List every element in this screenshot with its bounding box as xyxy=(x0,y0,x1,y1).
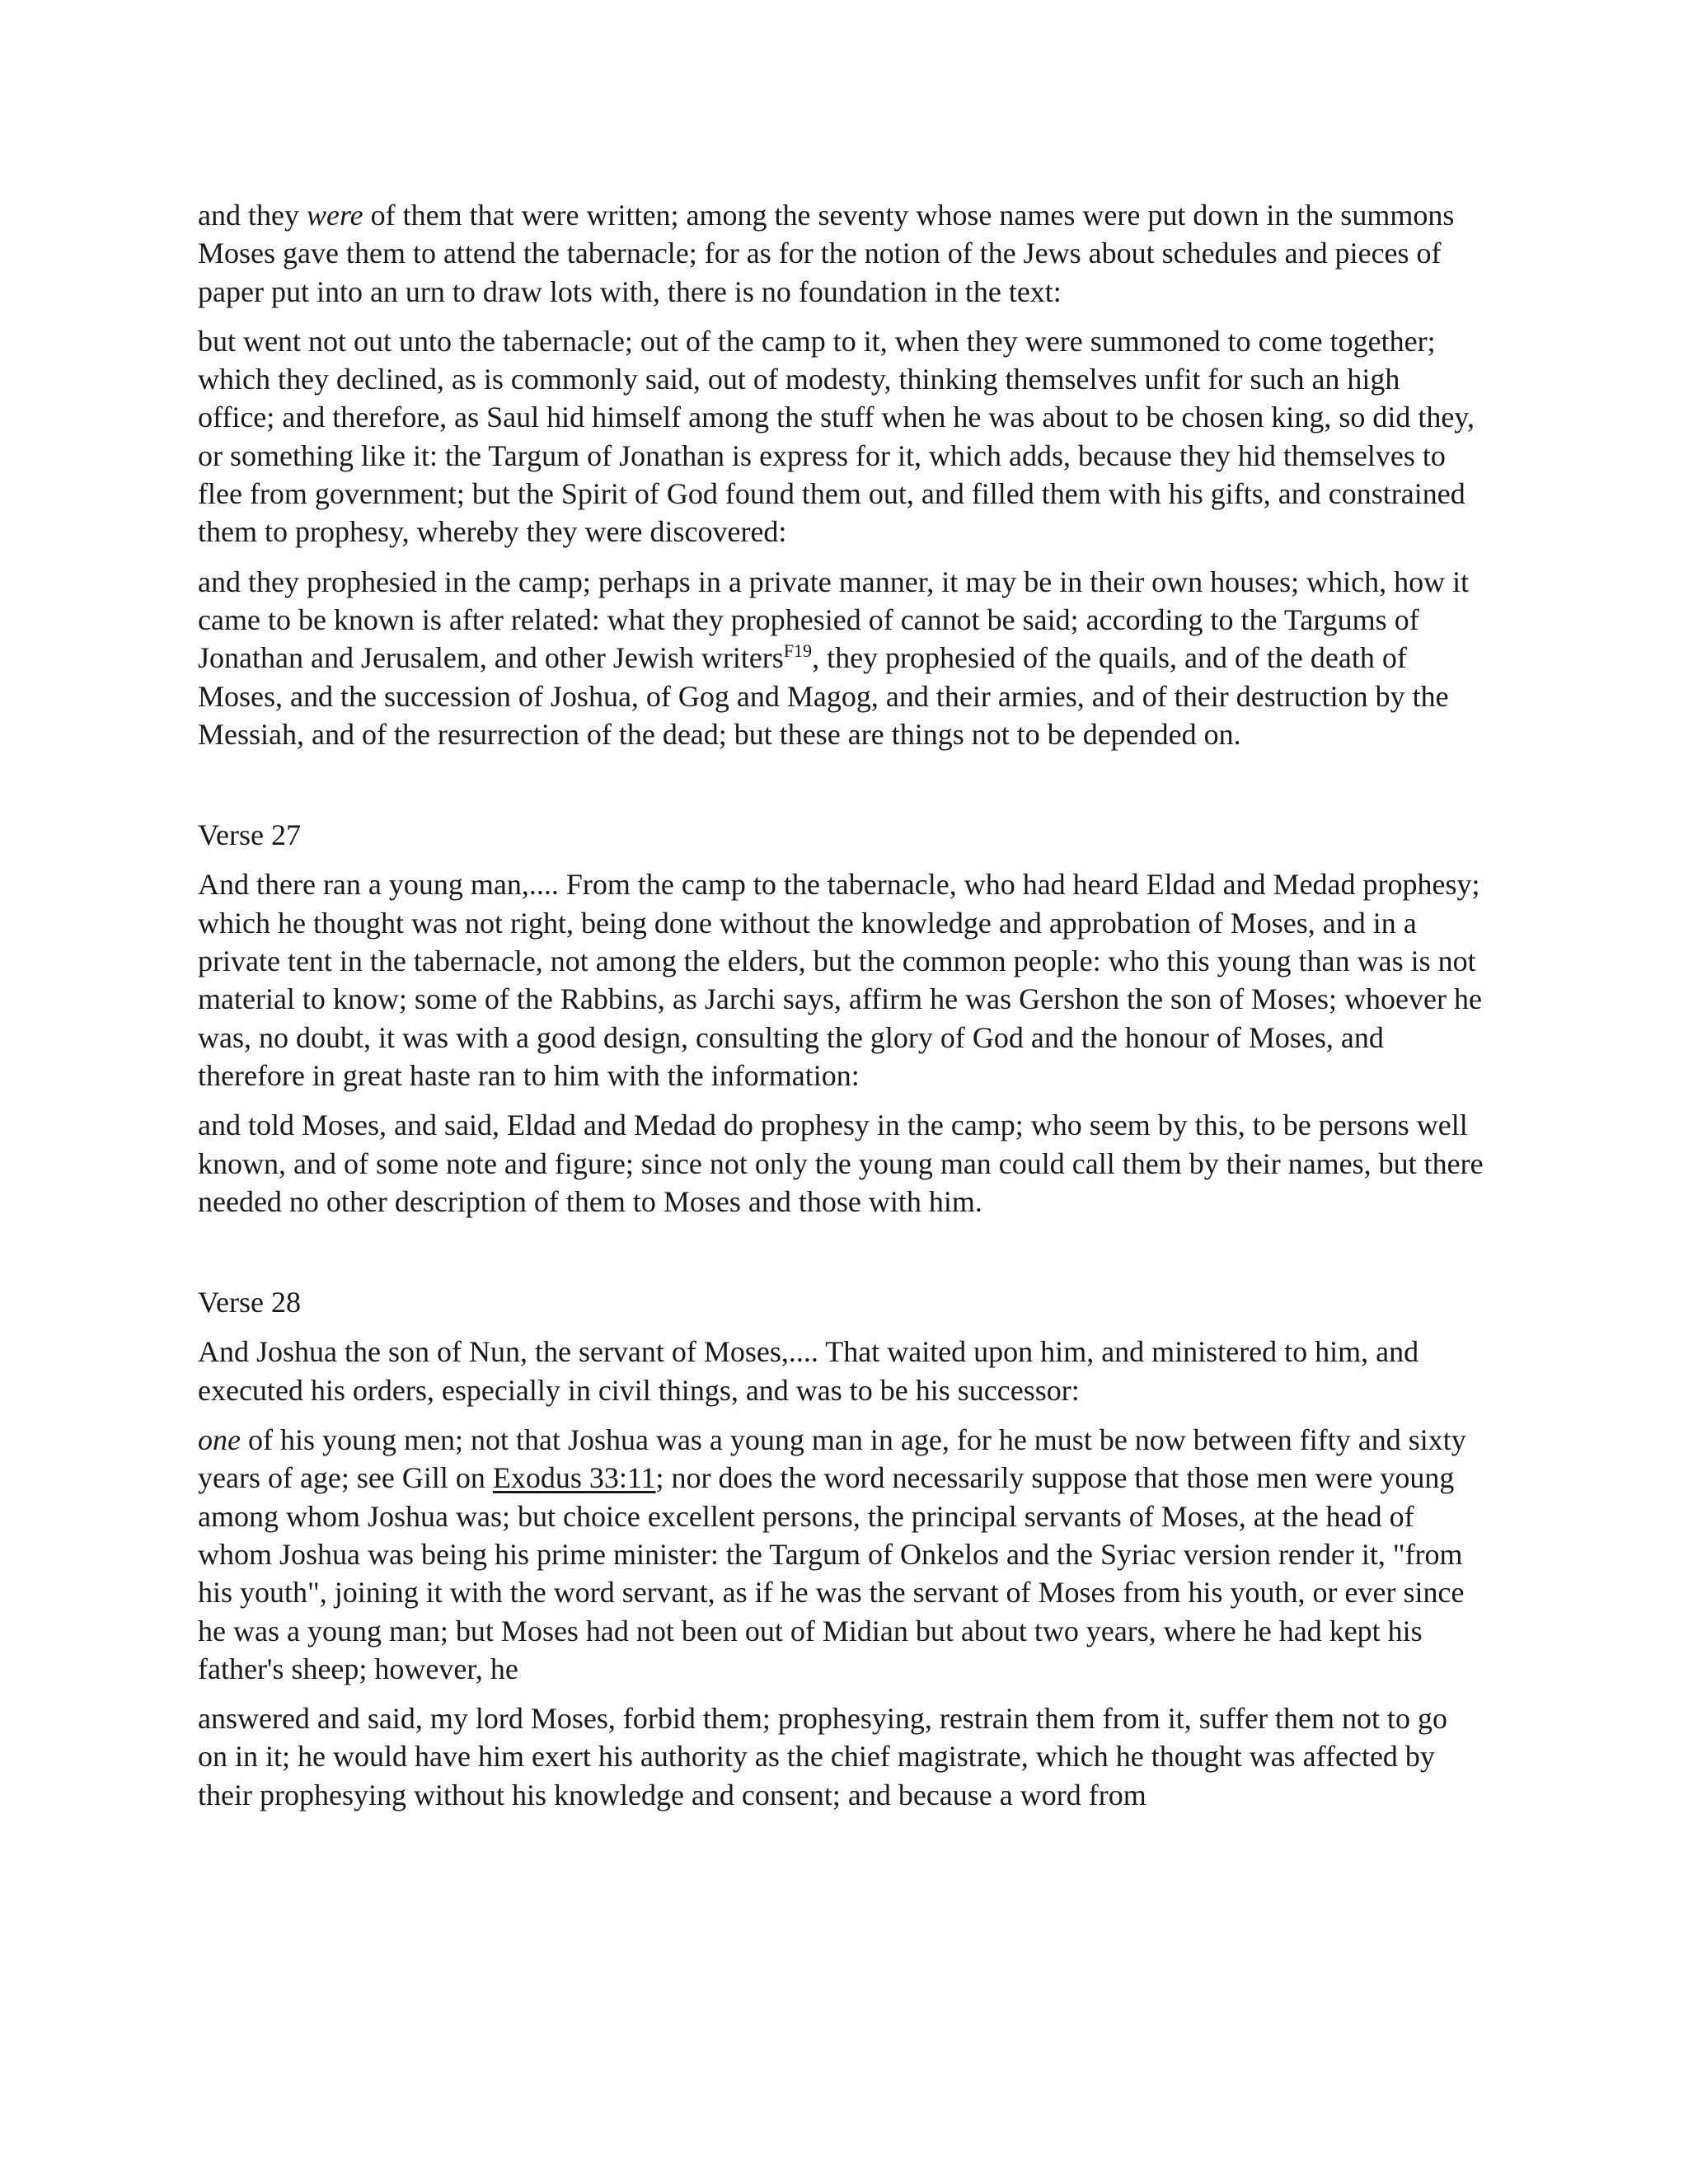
paragraph-answered-and-said: answered and said, my lord Moses, forbid them; prophesying, restrain them from it, suffer them not to go on in it; he would have him exert his authority as the chief magistrate, which he thought was affected by their prophesying without his knowledge and consent; and because a word from xyxy=(198,1702,1448,1811)
text-segment: of them that were written; among the seventy whose names were put down in the summons Moses gave them to attend the tabernacle; for as for the notion of the Jews about schedules and pieces of paper put into an urn to draw lots with, there is no foundation in the text: xyxy=(198,199,1455,308)
paragraph-one-of-his-young-men xyxy=(198,1421,1484,1688)
footnote-marker[interactable]: F19 xyxy=(783,640,813,662)
italic-word: one xyxy=(198,1423,241,1457)
paragraph-young-man-ran: And there ran a young man,.... From the camp to the tabernacle, who had heard Eldad and Medad prophesy; which he thought was not right, being done without the knowledge and approbation of Moses, and in a private tent in the tabernacle, not among the elders, but the common people: who this young than was is not material to know; some of the Rabbins, as Jarchi says, affirm he was Gershon the son of Moses; whoever he was, no doubt, it was with a good design, consulting the glory of God and the honour of Moses, and therefore in great haste ran to him with the information: xyxy=(198,868,1482,1092)
text-segment: and they xyxy=(198,199,307,232)
paragraph-written-names xyxy=(198,196,1484,311)
verse-28-heading: Verse 28 xyxy=(198,1286,301,1319)
paragraph-prophesied-in-camp xyxy=(198,563,1484,753)
paragraph-went-not-out: but went not out unto the tabernacle; out of the camp to it, when they were summoned to come together; which they declined, as is commonly said, out of modesty, thinking themselves unfit for such an high office; and therefore, as Saul hid himself among the stuff when he was about to be chosen king, so did they, or something like it: the Targum of Jonathan is express for it, which adds, because they hid themselves to flee from government; but the Spirit of God found them out, and filled them with his gifts, and constrained them to prophesy, whereby they were discovered: xyxy=(198,324,1475,549)
exodus-reference-link[interactable]: Exodus 33:11 xyxy=(492,1461,656,1495)
text-segment: , they prophesied of the quails, and of the death of Moses, and the succession of Joshua, of Gog and Magog, and their armies, and of their destruction by the Messiah, and of the resurrection of the dead; but these are things not to be depended on. xyxy=(198,641,1449,751)
document-page xyxy=(198,196,1484,1825)
text-segment: of his young men; not that Joshua was a young man in age, for he must be now between fifty and sixty years of age; see Gill on xyxy=(198,1423,1466,1495)
verse-27-heading: Verse 27 xyxy=(198,818,301,852)
text-segment: and they prophesied in the camp; perhaps in a private manner, it may be in their own houses; which, how it came to be known is after related: what they prophesied of cannot be said; according to the Targums of Jonathan and Jerusalem, and other Jewish writers xyxy=(198,565,1470,675)
text-segment: ; nor does the word necessarily suppose that those men were young among whom Joshua was; but choice excellent persons, the principal servants of Moses, at the head of whom Joshua was being his prime minister: the Targum of Onkelos and the Syriac version render it, "from his youth", joining it with the word servant, as if he was the servant of Moses from his youth, or ever since he was a young man; but Moses had not been out of Midian but about two years, where he had kept his father's sheep; however, he xyxy=(198,1461,1465,1685)
italic-word: were xyxy=(306,199,363,232)
paragraph-told-moses: and told Moses, and said, Eldad and Medad do prophesy in the camp; who seem by this, to be persons well known, and of some note and figure; since not only the young man could call them by their names, but there needed no other description of them to Moses and those with him. xyxy=(198,1108,1484,1218)
paragraph-joshua-son-of-nun: And Joshua the son of Nun, the servant of Moses,.... That waited upon him, and ministered to him, and executed his orders, especially in civil things, and was to be his successor: xyxy=(198,1335,1419,1407)
